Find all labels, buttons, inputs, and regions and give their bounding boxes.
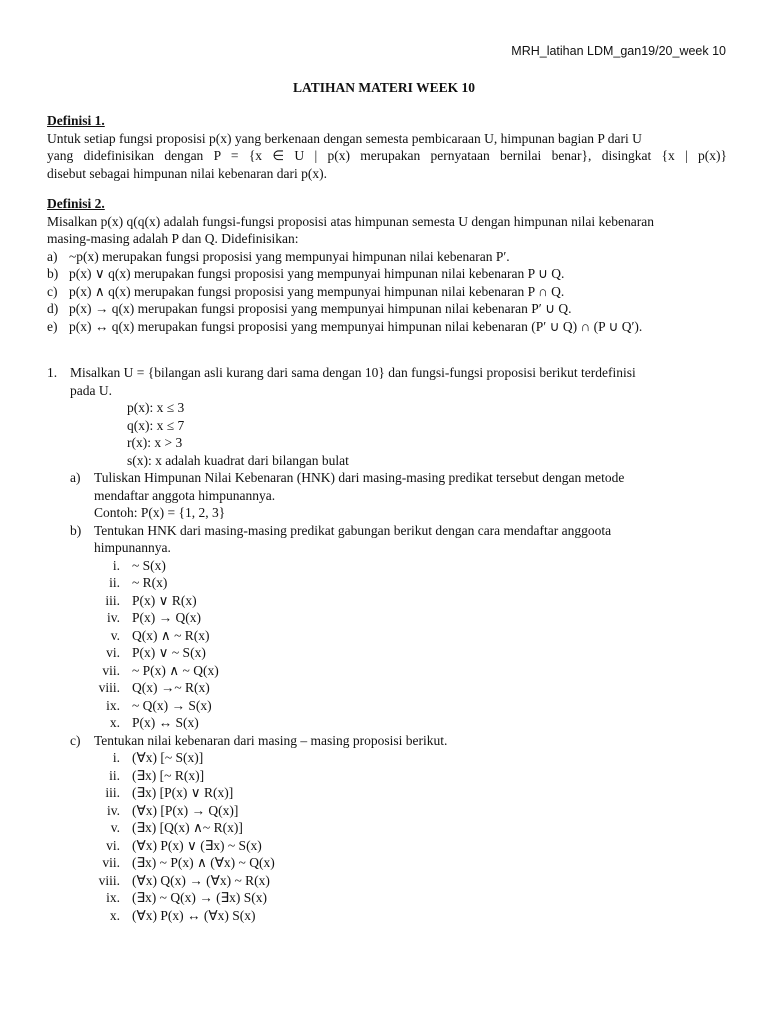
list-item xyxy=(70,767,727,785)
item-text: ~ Q(x) → S(x) xyxy=(132,697,212,713)
list-item xyxy=(70,749,727,767)
item-text: (∀x) [P(x) → Q(x)] xyxy=(132,802,239,818)
definition-2-item xyxy=(47,300,727,318)
item-label: c) xyxy=(47,283,58,299)
list-item xyxy=(70,592,727,610)
predicate-r: r(x): x > 3 xyxy=(127,435,183,450)
item-text: (∃x) [P(x) ∨ R(x)] xyxy=(132,785,234,800)
item-number: iii. xyxy=(105,592,120,608)
definition-2-line-1: Misalkan p(x) q(q(x) adalah fungsi-fungsi proposisi atas himpunan semesta U dengan himpunan nilai kebenaran xyxy=(47,213,654,229)
item-text: ~ P(x) ∧ ~ Q(x) xyxy=(132,662,219,678)
item-number: vi. xyxy=(106,645,120,660)
question-1-line-2: pada U. xyxy=(70,382,112,398)
item-text: P(x) ↔ S(x) xyxy=(132,715,199,730)
item-number: vi. xyxy=(106,837,120,853)
item-text: p(x) → q(x) merupakan fungsi proposisi yang mempunyai himpunan nilai kebenaran P′ ∪ Q. xyxy=(69,301,572,316)
part-b xyxy=(47,522,727,732)
item-text: Q(x) ∧ ~ R(x) xyxy=(132,627,210,643)
definition-1-heading: Definisi 1. xyxy=(47,113,105,128)
predicate-s: s(x): x adalah kuadrat dari bilangan bulat xyxy=(127,452,349,468)
item-number: i. xyxy=(112,557,120,573)
item-text: (∃x) ~ Q(x) → (∃x) S(x) xyxy=(132,890,267,905)
item-number: i. xyxy=(112,750,120,765)
list-item xyxy=(70,854,727,872)
item-text: ~ R(x) xyxy=(132,575,168,590)
list-item xyxy=(70,837,727,855)
item-text: P(x) ∨ ~ S(x) xyxy=(132,645,206,660)
item-text: (∀x) [~ S(x)] xyxy=(132,750,204,765)
part-a-line-1: Tuliskan Himpunan Nilai Kebenaran (HNK) dari masing-masing predikat tersebut dengan metode xyxy=(94,470,625,485)
item-number: v. xyxy=(110,627,120,643)
list-item xyxy=(70,697,727,715)
part-a-line-2: mendaftar anggota himpunannya. xyxy=(94,487,276,503)
part-c-line-1: Tentukan nilai kebenaran dari masing – masing proposisi berikut. xyxy=(94,732,448,748)
item-label: b) xyxy=(47,266,59,281)
item-text: P(x) → Q(x) xyxy=(132,610,201,625)
item-text: P(x) ∨ R(x) xyxy=(132,592,197,608)
item-number: iv. xyxy=(107,802,120,818)
item-number: iv. xyxy=(107,610,120,625)
definition-1-line-3: disebut sebagai himpunan nilai kebenaran dari p(x). xyxy=(47,165,328,181)
item-label: d) xyxy=(47,301,59,316)
question-1-intro xyxy=(47,364,727,382)
part-a xyxy=(47,469,727,522)
item-text: (∀x) P(x) ↔ (∀x) S(x) xyxy=(132,907,256,923)
predicate-q: q(x): x ≤ 7 xyxy=(127,417,185,433)
item-label: e) xyxy=(47,318,58,334)
item-number: vii. xyxy=(102,662,120,678)
item-text: p(x) ∨ q(x) merupakan fungsi proposisi yang mempunyai himpunan nilai kebenaran P ∪ Q. xyxy=(69,266,565,281)
list-item xyxy=(70,662,727,680)
item-text: Q(x) →~ R(x) xyxy=(132,680,210,695)
item-text: ~ S(x) xyxy=(132,557,166,573)
item-number: ii. xyxy=(109,575,120,590)
item-number: viii. xyxy=(98,680,120,695)
item-text: (∃x) [Q(x) ∧~ R(x)] xyxy=(132,820,243,835)
list-item xyxy=(70,802,727,820)
item-number: viii. xyxy=(98,872,120,888)
part-c-label: c) xyxy=(70,732,81,748)
document-title: LATIHAN MATERI WEEK 10 xyxy=(293,80,475,95)
item-text: p(x) ∧ q(x) merupakan fungsi proposisi yang mempunyai himpunan nilai kebenaran P ∩ Q. xyxy=(69,283,565,299)
question-1 xyxy=(47,364,727,924)
list-item xyxy=(70,889,727,907)
list-item xyxy=(70,644,727,662)
definition-2-item xyxy=(47,318,727,336)
item-text: ~p(x) merupakan fungsi proposisi yang mempunyai himpunan nilai kebenaran P′. xyxy=(69,248,510,264)
list-item xyxy=(70,574,727,592)
definition-2-item xyxy=(47,283,727,301)
item-number: ii. xyxy=(109,767,120,783)
item-text: (∀x) P(x) ∨ (∃x) ~ S(x) xyxy=(132,837,262,853)
item-number: x. xyxy=(109,907,120,923)
item-text: (∃x) ~ P(x) ∧ (∀x) ~ Q(x) xyxy=(132,855,275,870)
part-c xyxy=(47,732,727,925)
question-number: 1. xyxy=(47,365,58,380)
list-item xyxy=(70,679,727,697)
list-item xyxy=(70,627,727,645)
list-item xyxy=(70,907,727,925)
definition-2-line-2: masing-masing adalah P dan Q. Didefinisikan: xyxy=(47,231,299,246)
item-number: ix. xyxy=(106,697,120,713)
part-a-row xyxy=(70,469,727,522)
list-item xyxy=(70,609,727,627)
item-number: v. xyxy=(110,820,120,835)
part-b-row xyxy=(70,522,727,557)
item-number: vii. xyxy=(102,855,120,870)
part-a-example: Contoh: P(x) = {1, 2, 3} xyxy=(94,505,226,520)
page-header: MRH_latihan LDM_gan19/20_week 10 xyxy=(511,44,726,58)
item-number: ix. xyxy=(106,890,120,905)
part-b-label: b) xyxy=(70,522,82,538)
item-number: iii. xyxy=(105,785,120,800)
definition-2-heading: Definisi 2. xyxy=(47,196,105,211)
list-item xyxy=(70,714,727,732)
part-b-line-1: Tentukan HNK dari masing-masing predikat gabungan berikut dengan cara mendaftar anggoota xyxy=(94,522,612,538)
question-1-line-1: Misalkan U = {bilangan asli kurang dari sama dengan 10} dan fungsi-fungsi proposisi berikut terdefinisi xyxy=(70,365,636,380)
item-label: a) xyxy=(47,248,58,264)
item-number: x. xyxy=(109,715,120,730)
part-a-label: a) xyxy=(70,470,81,485)
definition-2 xyxy=(47,195,727,335)
definition-1-line-1: Untuk setiap fungsi proposisi p(x) yang berkenaan dengan semesta pembicaraan U, himpunan bagian P dari U xyxy=(47,130,642,146)
definition-1 xyxy=(47,112,727,182)
list-item xyxy=(70,819,727,837)
item-text: (∃x) [~ R(x)] xyxy=(132,767,205,783)
definition-2-item xyxy=(47,248,727,266)
list-item xyxy=(70,557,727,575)
definition-2-item xyxy=(47,265,727,283)
list-item xyxy=(70,784,727,802)
item-text: (∀x) Q(x) → (∀x) ~ R(x) xyxy=(132,872,270,888)
part-b-line-2: himpunannya. xyxy=(94,540,171,555)
part-c-row xyxy=(70,732,727,750)
item-text: p(x) ↔ q(x) merupakan fungsi proposisi yang mempunyai himpunan nilai kebenaran (P′ ∪ Q) ∩ (P ∪ Q′). xyxy=(69,318,643,334)
predicate-p: p(x): x ≤ 3 xyxy=(127,400,185,415)
definition-1-line-2: yang didefinisikan dengan P = {x ∈ U | p(x) merupakan pernyataan bernilai benar}, disingkat {x | p(x)} xyxy=(47,148,727,163)
list-item xyxy=(70,872,727,890)
